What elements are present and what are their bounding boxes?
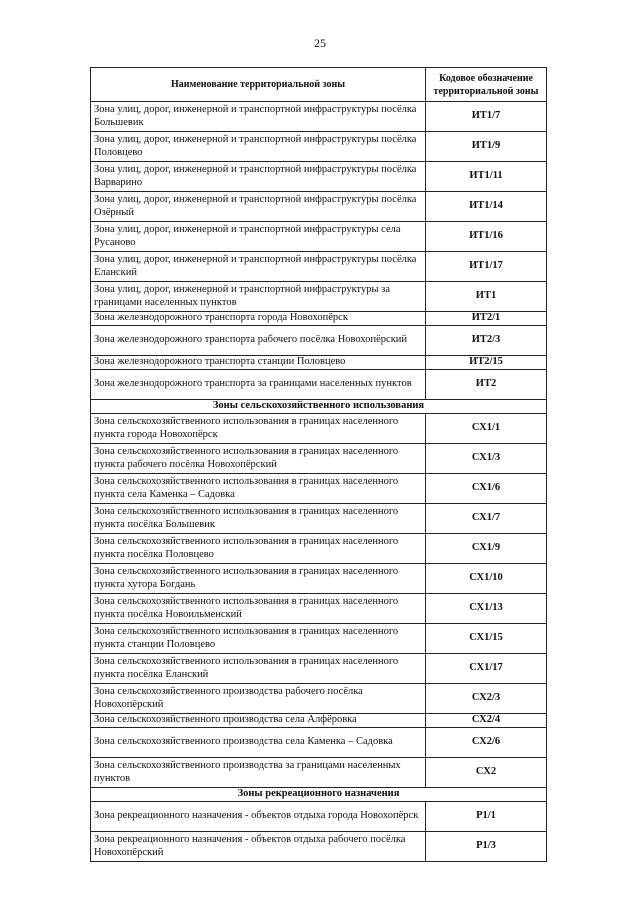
zone-code: СХ1/7: [426, 504, 547, 534]
zone-name: Зона сельскохозяйственного использования в границах населенного пункта посёлка Половцево: [91, 534, 426, 564]
table-row: [91, 192, 547, 222]
table-row: [91, 282, 547, 312]
zone-code: СХ1/15: [426, 624, 547, 654]
zone-name: Зона улиц, дорог, инженерной и транспортной инфраструктуры за границами населенных пунктов: [91, 282, 426, 312]
zone-code: СХ1/3: [426, 444, 547, 474]
section-heading-row: [91, 788, 547, 802]
zone-code: СХ1/10: [426, 564, 547, 594]
table-row: [91, 356, 547, 370]
table-row: [91, 564, 547, 594]
zone-name: Зона сельскохозяйственного производства за границами населенных пунктов: [91, 758, 426, 788]
territorial-zones-table: [90, 67, 547, 862]
table-row: [91, 684, 547, 714]
zone-code: ИТ2/3: [426, 326, 547, 356]
zone-code: СХ1/1: [426, 414, 547, 444]
table-row: [91, 370, 547, 400]
column-header-zone-code: Кодовое обозначение территориальной зоны: [426, 68, 547, 102]
zone-name: Зона улиц, дорог, инженерной и транспортной инфраструктуры посёлка Большевик: [91, 102, 426, 132]
table-row: [91, 132, 547, 162]
zone-name: Зона сельскохозяйственного производства рабочего посёлка Новохопёрский: [91, 684, 426, 714]
zone-name: Зона улиц, дорог, инженерной и транспортной инфраструктуры посёлка Озёрный: [91, 192, 426, 222]
table-row: [91, 444, 547, 474]
zone-code: ИТ2/1: [426, 312, 547, 326]
table-row: [91, 102, 547, 132]
zone-name: Зона рекреационного назначения - объектов отдыха города Новохопёрск: [91, 802, 426, 832]
zone-name: Зона железнодорожного транспорта города Новохопёрск: [91, 312, 426, 326]
table-row: [91, 714, 547, 728]
zone-name: Зона сельскохозяйственного производства села Каменка – Садовка: [91, 728, 426, 758]
zone-name: Зона сельскохозяйственного производства села Алфёровка: [91, 714, 426, 728]
zone-code: ИТ1/7: [426, 102, 547, 132]
zone-name: Зона железнодорожного транспорта рабочего посёлка Новохопёрский: [91, 326, 426, 356]
zone-code: СХ1/9: [426, 534, 547, 564]
table-row: [91, 624, 547, 654]
zone-name: Зона сельскохозяйственного использования в границах населенного пункта посёлка Новоильменский: [91, 594, 426, 624]
table-row: [91, 594, 547, 624]
table-row: [91, 728, 547, 758]
zone-name: Зона улиц, дорог, инженерной и транспортной инфраструктуры села Русаново: [91, 222, 426, 252]
zone-code: ИТ1/11: [426, 162, 547, 192]
zone-name: Зона улиц, дорог, инженерной и транспортной инфраструктуры посёлка Половцево: [91, 132, 426, 162]
zone-name: Зона рекреационного назначения - объектов отдыха рабочего посёлка Новохопёрский: [91, 832, 426, 862]
zone-code: СХ2/4: [426, 714, 547, 728]
zone-code: ИТ1/14: [426, 192, 547, 222]
zone-code: ИТ1/16: [426, 222, 547, 252]
zone-code: Р1/3: [426, 832, 547, 862]
table-row: [91, 654, 547, 684]
section-heading: Зоны сельскохозяйственного использования: [91, 400, 547, 414]
zone-name: Зона сельскохозяйственного использования в границах населенного пункта посёлка Большевик: [91, 504, 426, 534]
table-header-row: [91, 68, 547, 102]
table-row: [91, 252, 547, 282]
zone-name: Зона сельскохозяйственного использования в границах населенного пункта города Новохопёрск: [91, 414, 426, 444]
zone-code: ИТ2/15: [426, 356, 547, 370]
table-row: [91, 802, 547, 832]
zone-code: СХ2: [426, 758, 547, 788]
zone-name: Зона сельскохозяйственного использования в границах населенного пункта рабочего посёлка Новохопёрский: [91, 444, 426, 474]
zone-code: СХ1/17: [426, 654, 547, 684]
zone-name: Зона сельскохозяйственного использования в границах населенного пункта села Каменка – Садовка: [91, 474, 426, 504]
section-heading-row: [91, 400, 547, 414]
table-row: [91, 326, 547, 356]
table-row: [91, 832, 547, 862]
zone-name: Зона железнодорожного транспорта за границами населенных пунктов: [91, 370, 426, 400]
table-row: [91, 534, 547, 564]
table-row: [91, 312, 547, 326]
zone-name: Зона улиц, дорог, инженерной и транспортной инфраструктуры посёлка Варварино: [91, 162, 426, 192]
zone-code: ИТ2: [426, 370, 547, 400]
zone-code: ИТ1/9: [426, 132, 547, 162]
zone-code: СХ2/6: [426, 728, 547, 758]
zone-code: СХ1/6: [426, 474, 547, 504]
zone-name: Зона улиц, дорог, инженерной и транспортной инфраструктуры посёлка Еланский: [91, 252, 426, 282]
zone-code: ИТ1/17: [426, 252, 547, 282]
zone-code: Р1/1: [426, 802, 547, 832]
zone-name: Зона железнодорожного транспорта станции Половцево: [91, 356, 426, 370]
column-header-zone-name: Наименование территориальной зоны: [91, 68, 426, 102]
table-row: [91, 414, 547, 444]
zone-code: СХ1/13: [426, 594, 547, 624]
zone-code: ИТ1: [426, 282, 547, 312]
zone-name: Зона сельскохозяйственного использования в границах населенного пункта станции Половцево: [91, 624, 426, 654]
table-row: [91, 162, 547, 192]
section-heading: Зоны рекреационного назначения: [91, 788, 547, 802]
table-row: [91, 222, 547, 252]
table-row: [91, 504, 547, 534]
zone-name: Зона сельскохозяйственного использования в границах населенного пункта посёлка Еланский: [91, 654, 426, 684]
table-row: [91, 758, 547, 788]
table-row: [91, 474, 547, 504]
zone-name: Зона сельскохозяйственного использования в границах населенного пункта хутора Богдань: [91, 564, 426, 594]
zone-code: СХ2/3: [426, 684, 547, 714]
page-number: 25: [314, 36, 326, 50]
